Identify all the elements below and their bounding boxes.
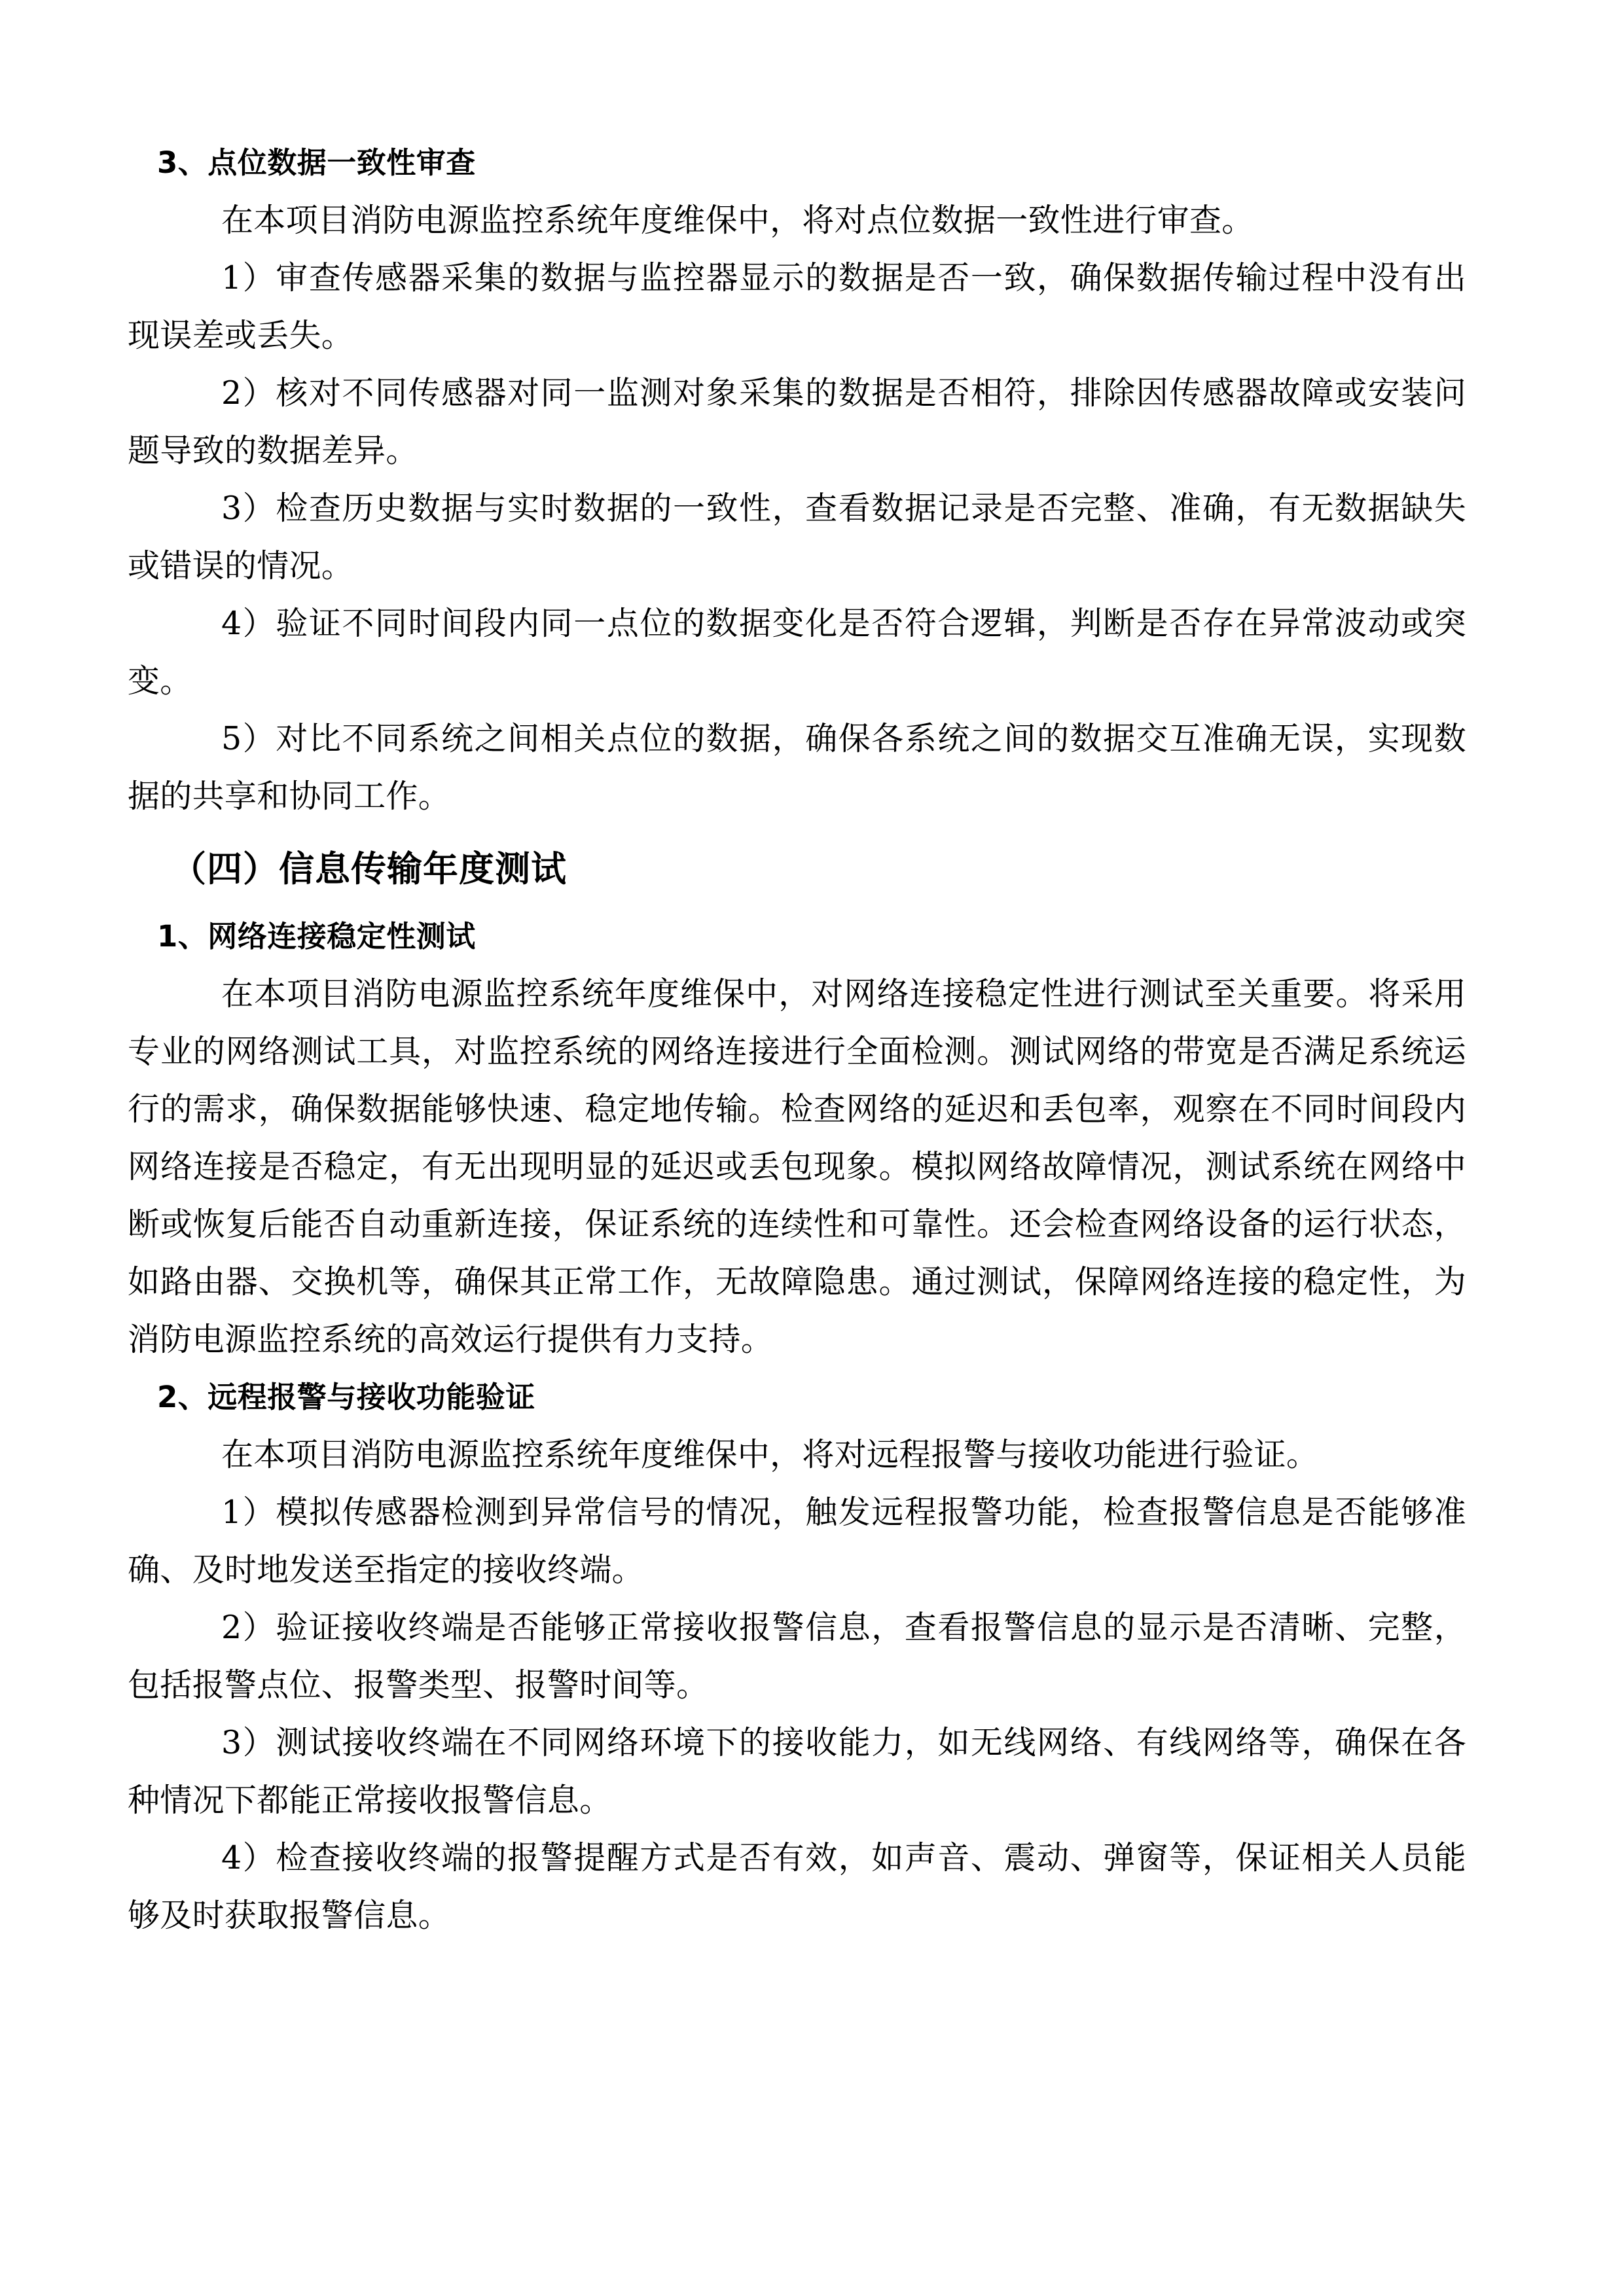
paragraph-point-data-intro: 在本项目消防电源监控系统年度维保中，将对点位数据一致性进行审查。 — [221, 202, 1254, 239]
paragraph-point-data-item-4: 4）验证不同时间段内同一点位的数据变化是否符合逻辑，判断是否存在异常波动或突变。 — [128, 605, 1466, 700]
heading-3-point-data-consistency: 3、点位数据一致性审查 — [157, 145, 476, 180]
paragraph-point-data-item-1: 1）审查传感器采集的数据与监控器显示的数据是否一致，确保数据传输过程中没有出现误差或丢失。 — [128, 259, 1466, 354]
paragraph-remote-alarm-intro: 在本项目消防电源监控系统年度维保中，将对远程报警与接收功能进行验证。 — [221, 1436, 1319, 1473]
paragraph-point-data-item-2: 2）核对不同传感器对同一监测对象采集的数据是否相符，排除因传感器故障或安装问题导致的数据差异。 — [128, 374, 1466, 469]
paragraph-remote-alarm-item-4: 4）检查接收终端的报警提醒方式是否有效，如声音、震动、弹窗等，保证相关人员能够及时获取报警信息。 — [128, 1839, 1466, 1934]
paragraph-point-data-item-3: 3）检查历史数据与实时数据的一致性，查看数据记录是否完整、准确，有无数据缺失或错误的情况。 — [128, 490, 1466, 584]
document-body — [128, 134, 1466, 1945]
paragraph-network-stability-body: 在本项目消防电源监控系统年度维保中，对网络连接稳定性进行测试至关重要。将采用专业的网络测试工具，对监控系统的网络连接进行全面检测。测试网络的带宽是否满足系统运行的需求，确保数据能够快速、稳定地传输。检查网络的延迟和丢包率，观察在不同时间段内网络连接是否稳定，有无出现明显的延迟或丢包现象。模拟网络故障情况，测试系统在网络中断或恢复后能否自动重新连接，保证系统的连续性和可靠性。还会检查网络设备的运行状态，如路由器、交换机等，确保其正常工作，无故障隐患。通过测试，保障网络连接的稳定性，为消防电源监控系统的高效运行提供有力支持。 — [128, 975, 1466, 1358]
heading-1-network-stability-test: 1、网络连接稳定性测试 — [157, 919, 476, 954]
paragraph-remote-alarm-item-2: 2）验证接收终端是否能够正常接收报警信息，查看报警信息的显示是否清晰、完整，包括报警点位、报警类型、报警时间等。 — [128, 1609, 1466, 1704]
paragraph-point-data-item-5: 5）对比不同系统之间相关点位的数据，确保各系统之间的数据交互准确无误，实现数据的共享和协同工作。 — [128, 720, 1466, 815]
heading-2-remote-alarm-verification: 2、远程报警与接收功能验证 — [157, 1380, 535, 1414]
heading-section-four-info-transmission-test: （四）信息传输年度测试 — [171, 848, 567, 889]
paragraph-remote-alarm-item-3: 3）测试接收终端在不同网络环境下的接收能力，如无线网络、有线网络等，确保在各种情况下都能正常接收报警信息。 — [128, 1724, 1466, 1819]
paragraph-remote-alarm-item-1: 1）模拟传感器检测到异常信号的情况，触发远程报警功能，检查报警信息是否能够准确、及时地发送至指定的接收终端。 — [128, 1494, 1466, 1588]
